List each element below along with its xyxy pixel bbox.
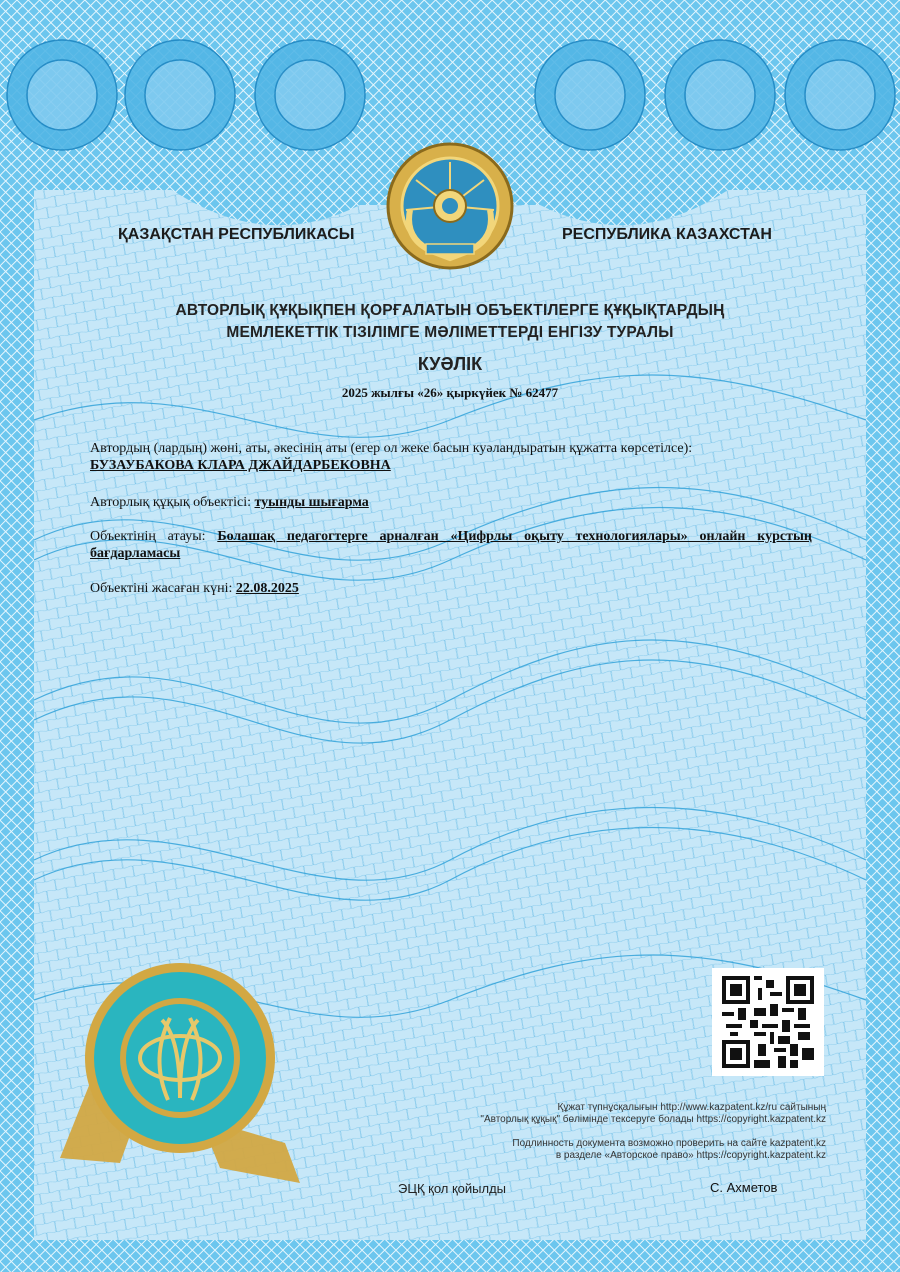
verification-ru-line-1: Подлинность документа возможно проверить на сайте kazpatent.kz	[512, 1138, 826, 1149]
object-name-field	[90, 528, 812, 562]
object-name-value: Болашақ педагогтерге арналған «Цифрлы оқыту технологиялары» онлайн курстың бағдарламасы	[90, 529, 812, 561]
verification-note-ru	[512, 1138, 826, 1162]
object-type-value: туынды шығарма	[254, 495, 369, 510]
author-value: БУЗАУБАКОВА КЛАРА ДЖАЙДАРБЕКОВНА	[90, 458, 391, 473]
creation-date-field	[90, 580, 812, 597]
verification-kz-line-1: Құжат түпнұсқалығын http://www.kazpatent.kz/ru сайтының	[557, 1102, 826, 1113]
signatory-name: С. Ахметов	[710, 1180, 778, 1195]
creation-date-label: Объектіні жасаған күні:	[90, 581, 233, 596]
signature-label: ЭЦҚ қол қойылды	[398, 1181, 507, 1196]
object-type-field	[90, 494, 812, 511]
creation-date-value: 22.08.2025	[235, 581, 299, 596]
title-line-1: АВТОРЛЫҚ ҚҰҚЫҚПЕН ҚОРҒАЛАТЫН ОБЪЕКТІЛЕРГЕ ҚҰҚЫҚТАРДЫҢ	[175, 302, 725, 319]
object-type-label: Авторлық құқық объектісі:	[90, 495, 251, 510]
object-name-label: Объектінің атауы:	[90, 529, 206, 544]
qr-code-icon	[722, 976, 814, 1068]
verification-note-kz	[480, 1102, 826, 1126]
title-line-2: МЕМЛЕКЕТТІК ТІЗІЛІМГЕ МӘЛІМЕТТЕРДІ ЕНГІЗУ ТУРАЛЫ	[226, 324, 674, 341]
author-field	[90, 440, 812, 474]
verification-ru-line-2: в разделе «Авторское право» https://copyright.kazpatent.kz	[555, 1150, 826, 1161]
document-date-number: 2025 жылғы «26» қыркүйек № 62477	[341, 385, 559, 400]
qr-code[interactable]	[712, 968, 824, 1076]
verification-kz-line-2: "Авторлық құқық" бөлімінде тексеруге болады https://copyright.kazpatent.kz	[480, 1114, 826, 1125]
country-name-ru: РЕСПУБЛИКА КАЗАХСТАН	[562, 226, 772, 243]
document-name: КУӘЛІК	[417, 354, 483, 374]
institute-seal	[50, 958, 310, 1188]
state-emblem-icon	[384, 140, 516, 272]
country-name-kz: ҚАЗАҚСТАН РЕСПУБЛИКАСЫ	[118, 226, 355, 243]
author-label: Автордың (лардың) жөні, аты, әкесінің аты (егер ол жеке басын куәландыратын құжатта көрсетілсе):	[90, 441, 693, 456]
